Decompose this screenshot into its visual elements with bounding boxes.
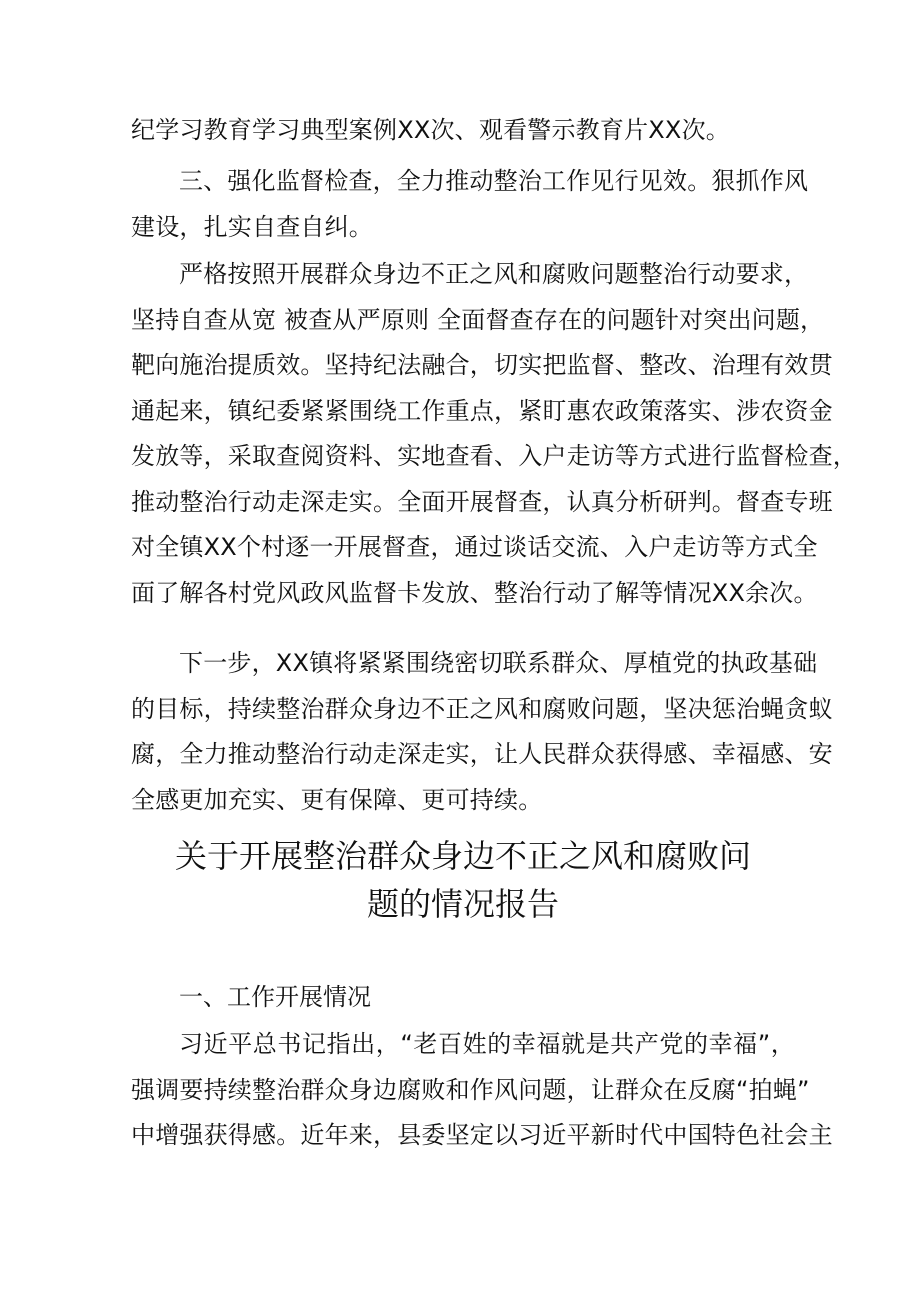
document-title xyxy=(131,832,795,928)
text-line: 通起来，镇纪委紧紧围绕工作重点，紧盯惠农政策落实、涉农资金 xyxy=(131,396,833,425)
text-line: 习近平总书记指出，“老百姓的幸福就是共产党的幸福”， xyxy=(179,1030,795,1058)
text-line: 中增强获得感。近年来，县委坚定以习近平新时代中国特色社会主 xyxy=(131,1121,833,1149)
text-line: 强调要持续整治群众身边腐败和作风问题，让群众在反腐“拍蝇” xyxy=(131,1075,810,1104)
text-line: 面了解各村党风政风监督卡发放、整治行动了解等情况XX余次。 xyxy=(131,578,818,607)
text-line: 发放等，采取查阅资料、实地查看、入户走访等方式进行监督检查， xyxy=(131,442,857,470)
text-line: 三、强化监督检查，全力推动整治工作见行见效。狠抓作风 xyxy=(179,167,809,195)
paragraph-section-three xyxy=(131,159,809,250)
text-line: 建设，扎实自查自纠。 xyxy=(131,212,373,241)
paragraph-continued xyxy=(131,108,795,154)
text-line: 对全镇XX个村逐一开展督查，通过谈话交流、入户走访等方式全 xyxy=(131,533,818,561)
text-line: 靶向施治提质效。坚持纪法融合，切实把监督、整改、治理有效贯 xyxy=(131,351,833,379)
paragraph-next-step xyxy=(131,641,833,823)
text-line: 纪学习教育学习典型案例XX次、观看警示教育片XX次。 xyxy=(131,116,730,144)
text-line: 全感更加充实、更有保障、更可持续。 xyxy=(131,785,543,814)
paragraph-introduction xyxy=(131,1022,833,1159)
text-line: 推动整治行动走深走实。全面开展督查，认真分析研判。督查专班 xyxy=(131,487,833,516)
text-line: 坚持自查从宽 被查从严原则 全面督查存在的问题针对突出问题， xyxy=(131,305,825,334)
title-line: 关于开展整治群众身边不正之风和腐败问 xyxy=(174,837,751,875)
text-line: 下一步，XX镇将紧紧围绕密切联系群众、厚植党的执政基础 xyxy=(179,649,818,677)
text-line: 严格按照开展群众身边不正之风和腐败问题整治行动要求， xyxy=(179,260,809,288)
text-line: 的目标，持续整治群众身边不正之风和腐败问题，坚决惩治蝇贪蚁 xyxy=(131,694,833,723)
section-heading: 一、工作开展情况 xyxy=(179,983,371,1011)
title-line: 题的情况报告 xyxy=(366,885,559,923)
paragraph-inspection xyxy=(131,252,857,616)
text-line: 腐，全力推动整治行动走深走实，让人民群众获得感、幸福感、安 xyxy=(131,740,833,768)
